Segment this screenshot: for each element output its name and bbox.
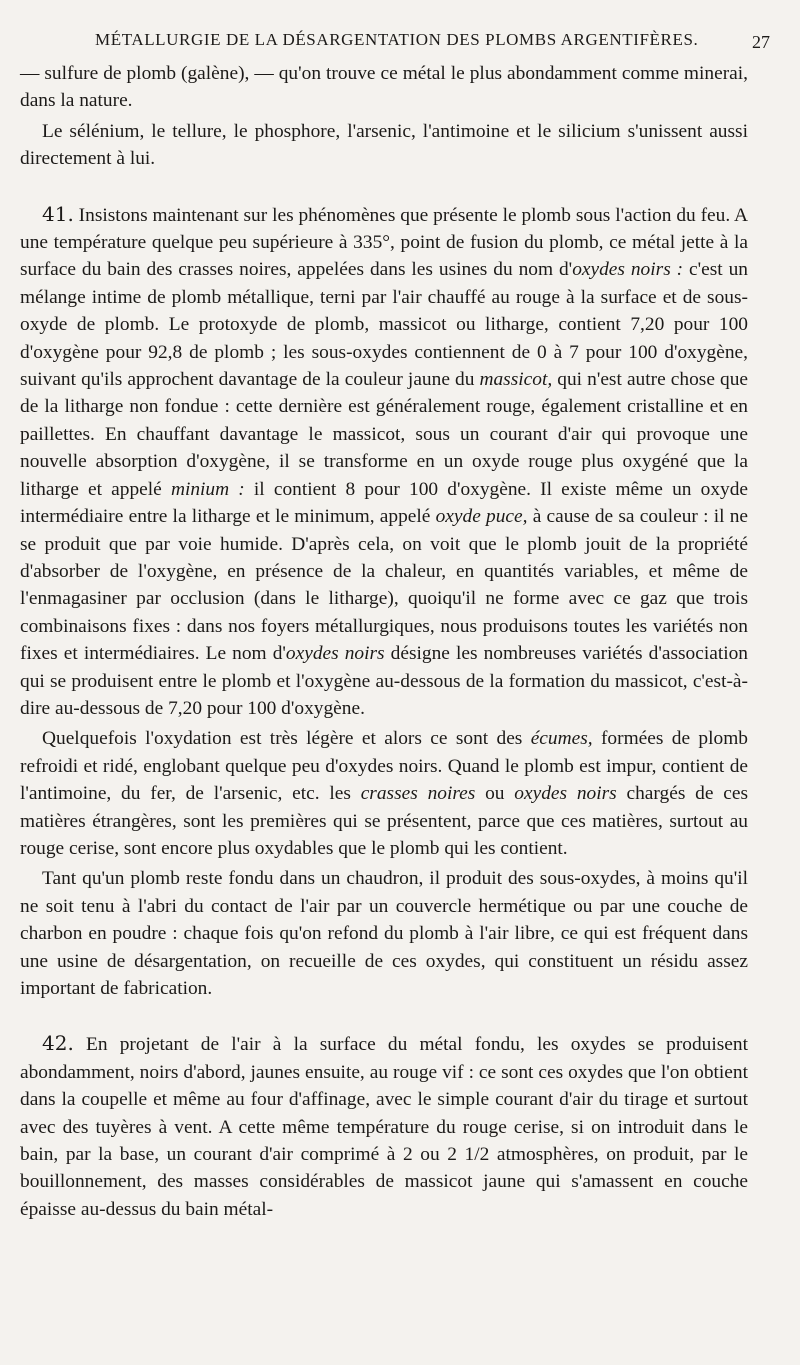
text-run: désigne les nombreuses variétés d'association qui se produisent entre le plomb et l'oxygène au-dessous de la formation du massicot, c'est-à-dire au-dessous de 7,20 pour 100 d'oxygène. <box>20 643 748 719</box>
section-number: 41. <box>42 201 74 226</box>
term-minium: minium : <box>170 478 245 500</box>
term-oxydes-noirs: oxydes noirs <box>285 643 385 665</box>
text-run: qui n'est autre chose que de la litharge non fondue : cette dernière est généralement rouge, également cristalline et en paillettes. En chauffant davantage le massicot, sous un courant d'air qui provoque une nouvelle absorption d'oxygène, il se transforme en un oxyde rouge plus oxygéné que la litharge et appelé <box>20 369 748 500</box>
text-run: Quelquefois l'oxydation est très légère et alors ce sont des <box>42 728 531 750</box>
term-ecumes: écumes, <box>530 728 593 750</box>
term-massicot: massicot, <box>479 369 553 391</box>
page-number: 27 <box>752 32 770 52</box>
text-run: chargés de ces matières étrangères, sont les premières qui se présentent, parce que ces matières, surtout au rouge cerise, sont encore plus oxydables que le plomb qui les contient. <box>20 783 748 859</box>
text-run: formées de plomb refroidi et ridé, englobant quelque peu d'oxydes noirs. Quand le plomb est impur, contient de l'antimoine, du fer, de l'arsenic, etc. les <box>20 728 748 805</box>
text-run: En projetant de l'air à la surface du métal fondu, les oxydes se produisent abondamment, noirs d'abord, jaunes ensuite, au rouge vif : ce sont ces oxydes que l'on obtient dans la coupelle et même au four d'affinage, avec le simple courant d'air du tirage et surtout avec des tuyères à vent. A cette même température du rouge cerise, si on introduit dans le bain, par la base, un courant d'air comprimé à 2 ou 2 1/2 atmosphères, on produit, par le bouillonnement, des masses considérables de massicot jaune qui s'amassent en couche épaisse au-dessus du bain métal- <box>20 1034 748 1220</box>
text-run: il contient 8 pour 100 d'oxygène. Il existe même un oxyde intermédiaire entre la litharge et le minimum, appelé <box>20 478 749 528</box>
paragraph-text: Le sélénium, le tellure, le phosphore, l'arsenic, l'antimoine et le silicium s'unissent aussi directement à lui. <box>20 120 748 170</box>
term-crasses-noires: crasses noires <box>360 783 476 805</box>
term-oxydes-noirs: oxydes noirs <box>514 783 617 805</box>
term-oxyde-puce: oxyde puce, <box>435 506 528 528</box>
text-run: Insistons maintenant sur les phénomènes que présente le plomb sous l'action du feu. A une température quelque peu supérieure à 335°, point de fusion du plomb, ce métal jette à la surface du bain des crasses noires, appelées dans les usines du nom d' <box>20 204 748 281</box>
running-head: MÉTALLURGIE DE LA DÉSARGENTATION DES PLOMBS ARGENTIFÈRES. <box>95 30 699 49</box>
body-text <box>20 60 748 1223</box>
text-run: c'est un mélange intime de plomb métallique, terni par l'air chauffé au rouge à la surface et de sous-oxyde de plomb. Le protoxyde de plomb, massicot ou litharge, contient 7,20 pour 100 d'oxygène pour 92,8 de plomb ; les sous-oxydes contiennent de 0 à 7 pour 100 d'oxygène, suivant qu'ils approchent davantage de la couleur jaune du <box>20 259 748 391</box>
section-number: 42. <box>42 1031 74 1056</box>
paragraph-41 <box>20 201 748 723</box>
paragraph-text: — sulfure de plomb (galène), — qu'on trouve ce métal le plus abondamment comme minerai, dans la nature. <box>20 63 748 112</box>
term-oxydes-noirs: oxydes noirs : <box>572 259 684 281</box>
paragraph-selenium <box>20 118 748 173</box>
paragraph-sulfure <box>20 60 748 115</box>
paragraph-tant <box>20 865 748 1002</box>
paragraph-text: Tant qu'un plomb reste fondu dans un chaudron, il produit des sous-oxydes, à moins qu'il ne soit tenu à l'abri du contact de l'air par un couvercle hermétique ou par une couche de charbon en poudre : chaque fois qu'on refond du plomb à l'air libre, ce qui est fréquent dans une usine de désargentation, on recueille de ces oxydes, qui constituent un résidu assez important de fabrication. <box>20 868 748 999</box>
text-run: ou <box>475 783 515 805</box>
page-header <box>0 30 800 60</box>
paragraph-42 <box>20 1030 748 1223</box>
text-run: à cause de sa couleur : il ne se produit que par voie humide. D'après cela, on voit que le plomb jouit de la propriété d'absorber de l'oxygène, en présence de la chaleur, en quantités variables, et même de l'enmagasiner par occlusion (dans le litharge), quoiqu'il ne forme avec ce gaz que trois combinaisons fixes : dans nos foyers métallurgiques, nous produisons toutes les variétés non fixes et intermédiaires. Le nom d' <box>20 506 748 665</box>
paragraph-quelquefois <box>20 725 748 862</box>
